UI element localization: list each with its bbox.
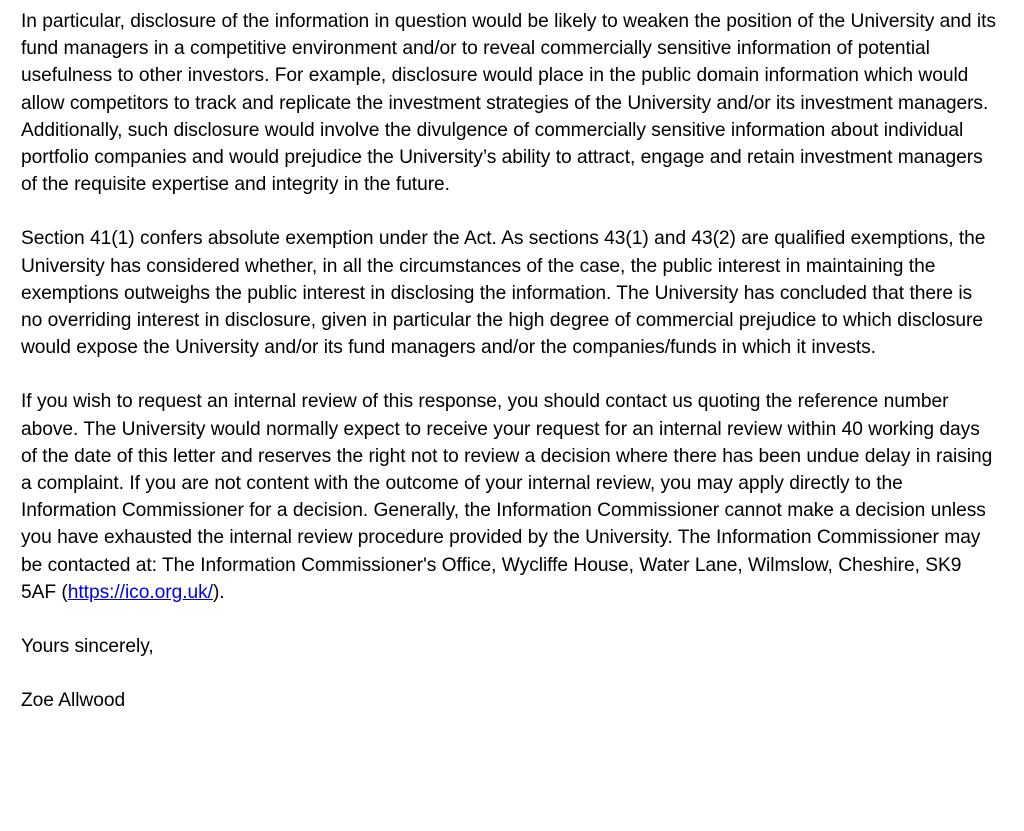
closing-salutation: Yours sincerely, — [21, 636, 154, 658]
paragraph-commercial-prejudice: In particular, disclosure of the information in question would be likely to weaken the position of the University and its fund managers in a competitive environment and/or to reveal commercially sensitive information of potential usefulness to other investors. For example, disclosure would place in the public domain information which would allow competitors to track and replicate the investment strategies of the University and/or its investment managers. Additionally, such disclosure would involve the divulgence of commercially sensitive information about individual portfolio companies and would prejudice the University’s ability to attract, engage and retain investment managers of the requisite expertise and integrity in the future. — [21, 11, 996, 196]
internal-review-text-after-link: ). — [212, 581, 225, 603]
paragraph-exemptions-public-interest: Section 41(1) confers absolute exemption under the Act. As sections 43(1) and 43(2) are qualified exemptions, the University has considered whether, in all the circumstances of the case, the public interest in maintaining the exemptions outweighs the public interest in disclosing the information. The University has concluded that there is no overriding interest in disclosure, given in particular the high degree of commercial prejudice to which disclosure would expose the University and/or its fund managers and/or the companies/funds in which it invests. — [21, 228, 986, 359]
letter-body — [21, 8, 996, 714]
internal-review-text-before-link: If you wish to request an internal review of this response, you should contact us quoting the reference number above. The University would normally expect to receive your request for an internal review within 40 working days of the date of this letter and reserves the right not to review a decision where there has been undue delay in raising a complaint. If you are not content with the outcome of your internal review, you may apply directly to the Information Commissioner for a decision. Generally, the Information Commissioner cannot make a decision unless you have exhausted the internal review procedure provided by the University. The Information Commissioner may be contacted at: The Information Commissioner's Office, Wycliffe House, Water Lane, Wilmslow, Cheshire, SK9 5AF ( — [21, 391, 993, 603]
paragraph-internal-review — [21, 388, 996, 606]
signatory-name: Zoe Allwood — [21, 690, 126, 712]
ico-website-link[interactable]: https://ico.org.uk/ — [67, 581, 213, 603]
